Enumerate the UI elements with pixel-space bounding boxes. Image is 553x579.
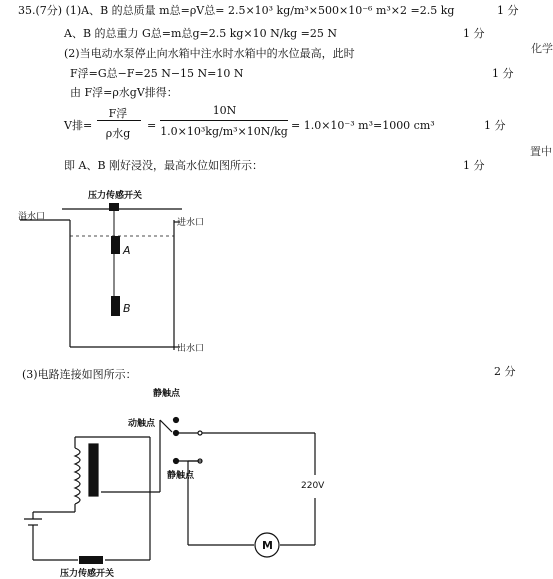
weight-a-label: A [123, 244, 131, 257]
formula-num: F浮 [108, 107, 128, 120]
weight-a-icon [111, 236, 120, 254]
line-3: (2)当电动水泵停止向水箱中注水时水箱中的水位最高，此时 [64, 47, 355, 60]
side-text-b: 置中 [530, 145, 552, 158]
line-5: 由 F浮=ρ水gV排得： [70, 86, 178, 99]
pressure-switch-icon [109, 203, 119, 211]
score-6: 2 分 [494, 365, 516, 378]
motor-label: M [262, 539, 273, 552]
score-5: 1 分 [463, 159, 485, 172]
side-text-a: 化学 [531, 42, 553, 55]
iron-core-icon [89, 444, 98, 496]
line-7: 即 A、B 刚好浸没，最高水位如图所示： [64, 159, 264, 172]
formula-num2: 10N [212, 104, 237, 117]
formula-eq: = [147, 119, 157, 132]
voltage-label: 220V [301, 481, 325, 491]
formula-lhs: V排= [64, 119, 93, 132]
circuit-switch-label: 压力传感开关 [60, 569, 115, 579]
score-3: 1 分 [492, 67, 514, 80]
coil-icon [75, 448, 80, 504]
formula-result: = 1.0×10⁻³ m³=1000 cm³ [291, 119, 435, 132]
score-1: 1 分 [497, 4, 519, 17]
static-contact-top-label: 静触点 [153, 389, 181, 399]
circuit-pressure-switch-icon [79, 556, 103, 564]
formula-den2: 1.0×10³kg/m³×10N/kg [160, 125, 288, 138]
line-2: A、B 的总重力 G总=m总g=2.5 kg×10 N/kg =25 N [64, 27, 337, 40]
line-8: (3)电路连接如图所示： [22, 368, 137, 381]
line-1: 35.(7分) (1)A、B 的总质量 m总=ρV总= 2.5×10³ kg/m³×500×10⁻⁶ m³×2 =2.5 kg [18, 4, 455, 17]
score-2: 1 分 [463, 27, 485, 40]
weight-b-label: B [123, 302, 131, 315]
line-4: F浮=G总−F=25 N−15 N=10 N [70, 67, 244, 80]
score-4: 1 分 [484, 119, 506, 132]
tank-switch-label: 压力传感开关 [88, 191, 143, 201]
weight-b-icon [111, 296, 120, 316]
inlet-label: 进水口 [177, 218, 205, 228]
static-contact-bottom-label: 静触点 [167, 471, 195, 481]
moving-contact-label: 动触点 [128, 419, 156, 429]
static-contact-top-icon [174, 418, 179, 423]
outlet-label: 出水口 [177, 344, 205, 354]
tank [20, 209, 182, 350]
formula-den: ρ水g [105, 127, 131, 140]
overflow-label: 溢水口 [18, 212, 46, 222]
